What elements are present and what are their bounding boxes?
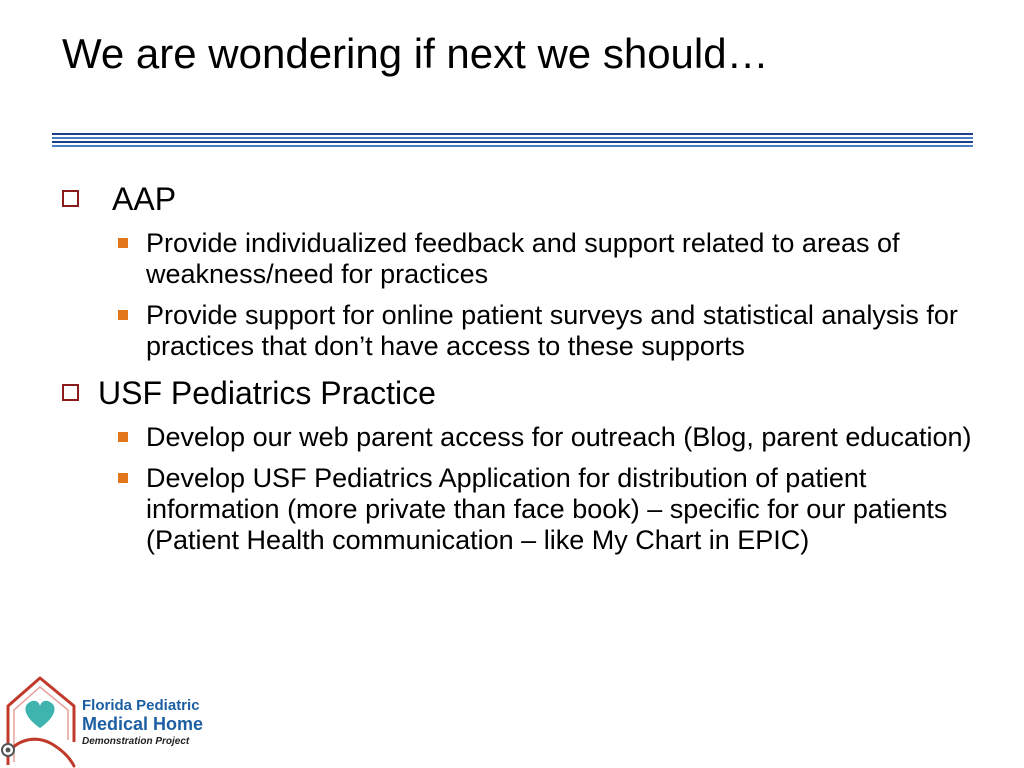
bullet-item — [146, 228, 972, 290]
bullet-text: Develop USF Pediatrics Application for distribution of patient information (more private than face book) – specific for our patients (Patient Health communication – like My Chart in EPIC) — [146, 463, 948, 555]
bullet-text: Provide support for online patient surveys and statistical analysis for practices that don’t have access to these supports — [146, 300, 958, 361]
bullet-text: Provide individualized feedback and support related to areas of weakness/need for practices — [146, 228, 900, 289]
section-heading-text: USF Pediatrics Practice — [98, 375, 436, 411]
section-heading-aap — [62, 180, 972, 218]
logo-text — [82, 698, 203, 747]
bullet-item — [146, 463, 972, 556]
bullet-item — [146, 300, 972, 362]
bullet-item — [146, 422, 972, 453]
logo-line-medical-home: Medical Home — [82, 714, 204, 734]
slide-title: We are wondering if next we should… — [62, 30, 769, 77]
hollow-square-bullet-icon — [62, 384, 79, 401]
bullet-text: Develop our web parent access for outreach (Blog, parent education) — [146, 422, 972, 452]
slide-body — [62, 180, 972, 556]
square-bullet-icon — [118, 310, 128, 320]
heart-icon — [25, 701, 54, 728]
logo-line-florida-pediatric: Florida Pediatric — [82, 697, 200, 714]
title-divider — [52, 133, 973, 149]
section-heading-text: AAP — [112, 181, 177, 217]
stethoscope-icon — [10, 739, 74, 766]
logo-line-demonstration-project: Demonstration Project — [82, 736, 190, 747]
square-bullet-icon — [118, 432, 128, 442]
square-bullet-icon — [118, 473, 128, 483]
hollow-square-bullet-icon — [62, 190, 79, 207]
section-heading-usf — [62, 374, 972, 412]
square-bullet-icon — [118, 238, 128, 248]
